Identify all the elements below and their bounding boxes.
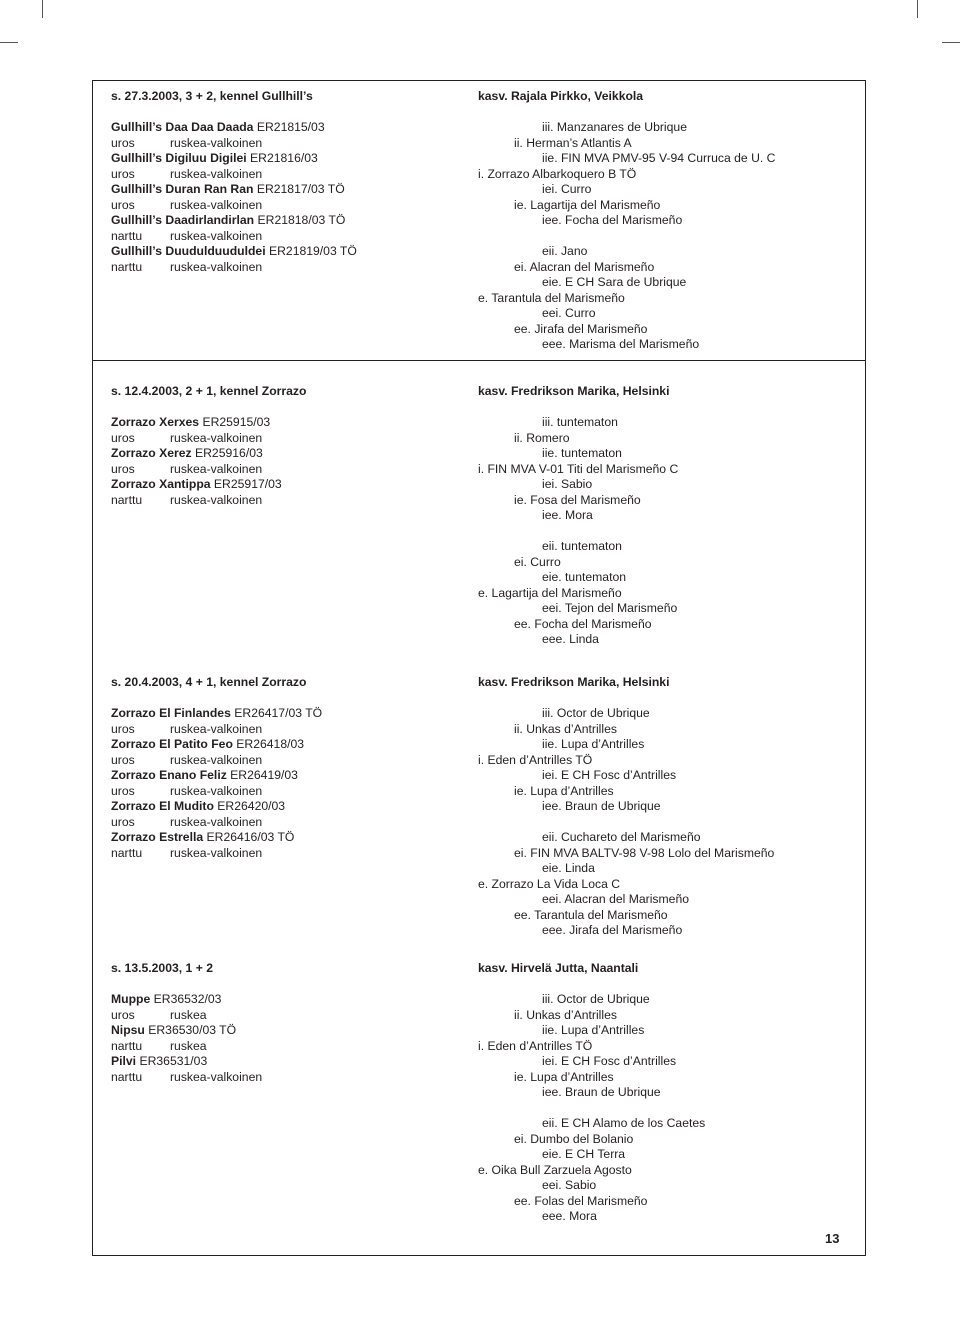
pedigree-ancestor: iii. Octor de Ubrique [542,992,650,1006]
puppy-registration: ER21818/03 TÖ [254,213,346,227]
spacer [478,1101,705,1117]
pedigree-ancestor: iie. Lupa d’Antrilles [542,737,645,751]
puppy-sex: uros [111,135,135,150]
pedigree-ancestor: ei. FIN MVA BALTV-98 V-98 Lolo del Marismeño [514,845,775,860]
puppy-sex: uros [111,752,135,767]
spacer [478,524,678,540]
puppy-color: ruskea-valkoinen [170,197,263,212]
pedigree-ancestor: iee. Mora [542,508,593,522]
puppy-details-row [111,493,306,509]
litter-info [111,961,262,1085]
puppy-name: Zorrazo El Finlandes [111,706,231,720]
pedigree-ancestor: e. Lagartija del Marismeño [478,585,622,600]
puppy-sex: narttu [111,492,143,507]
pedigree-ancestor: iii. Manzanares de Ubrique [542,120,687,134]
spacer [111,977,262,993]
pedigree-ancestor: ie. Lupa d’Antrilles [514,783,614,798]
puppy-details-row [111,136,357,152]
puppy-details-row [111,753,322,769]
puppy-details-row [111,722,322,738]
puppy-name: Pilvi [111,1054,137,1068]
puppy-sex: uros [111,197,135,212]
puppy-color: ruskea-valkoinen [170,752,263,767]
pedigree-ancestor: iie. tuntematon [542,446,622,460]
puppy-name: Gullhill’s Daadirlandirlan [111,213,255,227]
puppy-details-row [111,846,322,862]
puppy-color: ruskea-valkoinen [170,845,263,860]
puppy-registration: ER36532/03 [150,992,222,1006]
pedigree-ancestor: ei. Dumbo del Bolanio [514,1131,634,1146]
breeder-heading: kasv. Fredrikson Marika, Helsinki [478,384,670,398]
pedigree-ancestor: iei. E CH Fosc d’Antrilles [542,768,677,782]
puppy-registration: ER21815/03 [253,120,325,134]
puppy-details-row [111,784,322,800]
breeder-heading: kasv. Fredrikson Marika, Helsinki [478,675,670,689]
puppy-name: Zorrazo Estrella [111,830,204,844]
puppy-name-row [111,477,306,493]
puppy-details-row [111,431,306,447]
puppy-name: Nipsu [111,1023,145,1037]
pedigree-ancestor: ei. Alacran del Marismeño [514,259,655,274]
pedigree-ancestor: eie. Linda [542,861,595,875]
puppy-name: Muppe [111,992,151,1006]
spacer [478,691,774,707]
puppy-registration: ER36530/03 TÖ [144,1023,237,1037]
puppy-registration: ER25915/03 [199,415,271,429]
pedigree-ancestor: i. FIN MVA V-01 Titi del Marismeño C [478,461,679,476]
puppy-sex: uros [111,783,135,798]
pedigree-ancestor: e. Oika Bull Zarzuela Agosto [478,1162,632,1177]
pedigree-ancestor: ee. Folas del Marismeño [514,1193,648,1208]
pedigree-ancestor: eie. E CH Terra [542,1147,626,1161]
pedigree-ancestor: ii. Unkas d’Antrilles [514,721,617,736]
page-number: 13 [825,1231,840,1246]
litter-info [111,384,306,508]
breeder-heading: kasv. Hirvelä Jutta, Naantali [478,961,639,975]
pedigree-ancestor: eee. Mora [542,1209,597,1223]
spacer [111,691,322,707]
litter-heading: s. 12.4.2003, 2 + 1, kennel Zorrazo [111,384,307,398]
puppy-registration: ER21819/03 TÖ [265,244,357,258]
puppy-registration: ER26420/03 [213,799,286,813]
pedigree-ancestor: ii. Unkas d’Antrilles [514,1007,617,1022]
puppy-color: ruskea-valkoinen [170,228,263,243]
puppy-details-row [111,260,357,276]
puppy-sex: uros [111,721,135,736]
pedigree-ancestor: ie. Fosa del Marismeño [514,492,641,507]
puppy-name-row [111,992,262,1008]
puppy-sex: narttu [111,259,143,274]
puppy-details-row [111,1008,262,1024]
puppy-name: Gullhill’s Digiluu Digilei [111,151,247,165]
crop-mark [917,0,918,18]
puppy-name-row [111,1054,262,1070]
spacer [478,815,774,831]
litter-info [111,89,357,275]
puppy-name-row [111,151,357,167]
puppy-details-row [111,1039,262,1055]
pedigree-ancestor: ee. Focha del Marismeño [514,616,652,631]
pedigree-ancestor: eee. Linda [542,632,599,646]
puppy-name: Gullhill’s Daa Daa Daada [111,120,254,134]
puppy-details-row [111,462,306,478]
puppy-name: Zorrazo Enano Feliz [111,768,227,782]
pedigree-ancestor: iee. Braun de Ubrique [542,799,661,813]
pedigree-ancestor: eei. Tejon del Marismeño [542,601,678,615]
pedigree-ancestor: eei. Alacran del Marismeño [542,892,689,906]
puppy-name-row [111,768,322,784]
puppy-name: Zorrazo Xerxes [111,415,200,429]
spacer [478,229,775,245]
puppy-registration: ER25916/03 [191,446,263,460]
pedigree-ancestor: ee. Tarantula del Marismeño [514,907,668,922]
puppy-name-row [111,415,306,431]
puppy-sex: narttu [111,1038,143,1053]
puppy-details-row [111,229,357,245]
pedigree-ancestor: iie. FIN MVA PMV-95 V-94 Curruca de U. C [542,151,776,165]
litter-heading: s. 20.4.2003, 4 + 1, kennel Zorrazo [111,675,307,689]
puppy-name-row [111,830,322,846]
pedigree-ancestor: i. Zorrazo Albarkoquero B TÖ [478,166,637,181]
puppy-color: ruskea-valkoinen [170,461,263,476]
section-divider [92,360,866,361]
pedigree-ancestor: ii. Romero [514,430,570,445]
puppy-color: ruskea-valkoinen [170,166,263,181]
puppy-sex: narttu [111,1069,143,1084]
pedigree-ancestor: eee. Jirafa del Marismeño [542,923,683,937]
pedigree-block [478,961,705,1225]
pedigree-ancestor: eii. Cuchareto del Marismeño [542,830,701,844]
puppy-name: Zorrazo Xantippa [111,477,211,491]
puppy-name-row [111,799,322,815]
puppy-sex: uros [111,430,135,445]
puppy-name-row [111,1023,262,1039]
pedigree-block [478,384,678,648]
puppy-sex: uros [111,814,135,829]
puppy-color: ruskea-valkoinen [170,492,263,507]
puppy-color: ruskea [170,1038,207,1053]
puppy-name: Gullhill’s Duran Ran Ran [111,182,254,196]
puppy-registration: ER36531/03 [136,1054,208,1068]
puppy-color: ruskea [170,1007,207,1022]
spacer [478,105,775,121]
puppy-name: Zorrazo Xerez [111,446,192,460]
puppy-color: ruskea-valkoinen [170,135,263,150]
puppy-registration: ER26419/03 [226,768,298,782]
pedigree-ancestor: iee. Focha del Marismeño [542,213,683,227]
puppy-color: ruskea-valkoinen [170,783,263,798]
puppy-name-row [111,706,322,722]
pedigree-ancestor: eee. Marisma del Marismeño [542,337,700,351]
puppy-registration: ER21817/03 TÖ [253,182,345,196]
puppy-registration: ER21816/03 [246,151,318,165]
puppy-color: ruskea-valkoinen [170,721,263,736]
puppy-name: Zorrazo El Patito Feo [111,737,233,751]
puppy-registration: ER26418/03 [232,737,305,751]
spacer [478,977,705,993]
puppy-name-row [111,244,357,260]
puppy-name-row [111,446,306,462]
crop-mark [942,42,960,43]
pedigree-ancestor: i. Eden d’Antrilles TÖ [478,752,593,767]
pedigree-ancestor: iii. tuntematon [542,415,618,429]
puppy-name-row [111,737,322,753]
puppy-sex: narttu [111,845,143,860]
pedigree-ancestor: eie. E CH Sara de Ubrique [542,275,687,289]
pedigree-ancestor: ie. Lupa d’Antrilles [514,1069,614,1084]
puppy-name-row [111,120,357,136]
puppy-details-row [111,167,357,183]
pedigree-ancestor: ie. Lagartija del Marismeño [514,197,661,212]
puppy-name-row [111,213,357,229]
pedigree-ancestor: iie. Lupa d’Antrilles [542,1023,645,1037]
puppy-details-row [111,815,322,831]
puppy-registration: ER26416/03 TÖ [203,830,295,844]
pedigree-ancestor: eii. tuntematon [542,539,622,553]
puppy-color: ruskea-valkoinen [170,1069,263,1084]
spacer [111,400,306,416]
crop-mark [42,0,43,18]
pedigree-ancestor: eii. E CH Alamo de los Caetes [542,1116,706,1130]
pedigree-ancestor: iei. E CH Fosc d’Antrilles [542,1054,677,1068]
pedigree-ancestor: i. Eden d’Antrilles TÖ [478,1038,593,1053]
puppy-sex: uros [111,461,135,476]
puppy-name: Gullhill’s Duudulduuduldei [111,244,266,258]
spacer [111,105,357,121]
puppy-name: Zorrazo El Mudito [111,799,214,813]
pedigree-ancestor: ei. Curro [514,554,561,569]
puppy-color: ruskea-valkoinen [170,430,263,445]
pedigree-ancestor: ii. Herman’s Atlantis A [514,135,632,150]
pedigree-ancestor: iei. Sabio [542,477,593,491]
pedigree-ancestor: ee. Jirafa del Marismeño [514,321,648,336]
puppy-name-row [111,182,357,198]
puppy-details-row [111,1070,262,1086]
litter-heading: s. 27.3.2003, 3 + 2, kennel Gullhill’s [111,89,313,103]
pedigree-ancestor: e. Tarantula del Marismeño [478,290,625,305]
litter-heading: s. 13.5.2003, 1 + 2 [111,961,213,975]
pedigree-ancestor: eii. Jano [542,244,588,258]
spacer [478,400,678,416]
crop-mark [0,42,18,43]
breeder-heading: kasv. Rajala Pirkko, Veikkola [478,89,644,103]
puppy-color: ruskea-valkoinen [170,814,263,829]
puppy-color: ruskea-valkoinen [170,259,263,274]
litter-info [111,675,322,861]
pedigree-block [478,675,774,939]
pedigree-ancestor: iei. Curro [542,182,592,196]
pedigree-ancestor: iii. Octor de Ubrique [542,706,650,720]
pedigree-ancestor: e. Zorrazo La Vida Loca C [478,876,621,891]
puppy-details-row [111,198,357,214]
puppy-registration: ER25917/03 [210,477,282,491]
pedigree-ancestor: eei. Sabio [542,1178,597,1192]
pedigree-block [478,89,775,353]
puppy-registration: ER26417/03 TÖ [230,706,323,720]
puppy-sex: uros [111,166,135,181]
puppy-sex: uros [111,1007,135,1022]
puppy-sex: narttu [111,228,143,243]
pedigree-ancestor: iee. Braun de Ubrique [542,1085,661,1099]
pedigree-ancestor: eei. Curro [542,306,596,320]
pedigree-ancestor: eie. tuntematon [542,570,627,584]
